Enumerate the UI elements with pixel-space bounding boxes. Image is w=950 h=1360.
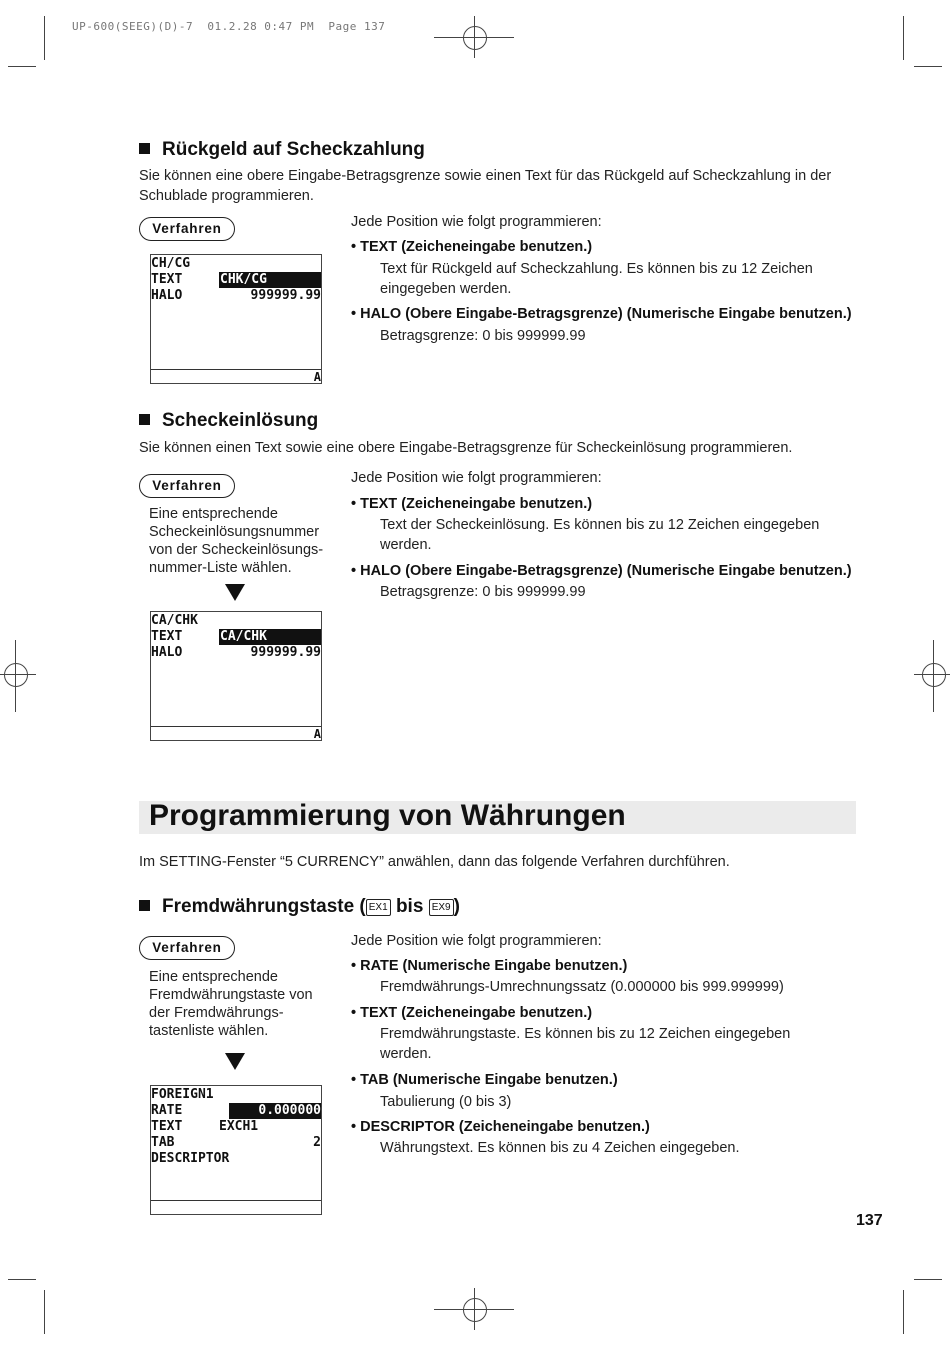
registration-mark-line: [914, 674, 950, 675]
item-description: Tabulierung (0 bis 3): [380, 1094, 512, 1110]
lcd-label: HALO: [151, 288, 183, 303]
lcd-mode-indicator: A: [313, 727, 321, 741]
lcd-mode-indicator: A: [313, 370, 321, 384]
lcd-value: 2: [313, 1135, 321, 1150]
lcd-divider: [151, 369, 321, 370]
item-description: Text der Scheckeinlösung. Es können bis zu 12 Zeichen eingegeben werden.: [380, 517, 820, 553]
crop-mark: [8, 66, 36, 67]
lcd-value-highlighted: CA/CHK: [219, 629, 321, 645]
lead-text: Jede Position wie folgt programmieren:: [351, 470, 602, 486]
item-title: • TEXT (Zeicheneingabe benutzen.): [351, 496, 593, 512]
lcd-value-highlighted: CHK/CG: [219, 272, 321, 288]
lcd-value: EXCH1: [219, 1119, 259, 1134]
registration-mark-line: [474, 1288, 475, 1330]
crop-mark: [44, 1290, 45, 1334]
lcd-label: TEXT: [151, 272, 183, 287]
ex1-key-icon: EX1: [366, 899, 391, 916]
registration-mark: [922, 663, 946, 687]
item-title: • TEXT (Zeicheneingabe benutzen.): [351, 1005, 593, 1021]
item-description: Text für Rückgeld auf Scheckzahlung. Es können bis zu 12 Zeichen eingegeben werden.: [380, 261, 813, 297]
section-intro: Sie können eine obere Eingabe-Betragsgrenze sowie einen Text für das Rückgeld auf Scheckzahlung in der Schublade programmieren.: [139, 168, 832, 204]
procedure-label: Verfahren: [139, 936, 235, 960]
crop-mark: [903, 1290, 904, 1334]
chapter-banner: [139, 801, 856, 834]
lcd-label: TEXT: [151, 629, 183, 644]
lcd-header: CA/CHK: [151, 613, 198, 628]
page-number: 137: [856, 1212, 883, 1229]
item-description: Fremdwährungs-Umrechnungssatz (0.000000 bis 999.999999): [380, 979, 784, 995]
item-description: Betragsgrenze: 0 bis 999999.99: [380, 328, 586, 344]
registration-mark: [4, 663, 28, 687]
section-intro: Sie können einen Text sowie eine obere Eingabe-Betragsgrenze für Scheckeinlösung programmieren.: [139, 440, 793, 456]
lcd-divider: [151, 1200, 321, 1201]
crop-mark: [8, 1279, 36, 1280]
registration-mark-line: [474, 16, 475, 58]
item-description: Betragsgrenze: 0 bis 999999.99: [380, 584, 586, 600]
lcd-value: 999999.99: [250, 288, 321, 303]
lcd-display: [150, 254, 322, 384]
down-arrow-icon: [225, 1053, 245, 1070]
crop-mark: [914, 1279, 942, 1280]
procedure-label: Verfahren: [139, 217, 235, 241]
crop-mark: [914, 66, 942, 67]
procedure-step: Eine entsprechende Fremdwährungstaste von der Fremdwährungs- tastenliste wählen.: [149, 969, 313, 1039]
lcd-label: TEXT: [151, 1119, 183, 1134]
lcd-value-highlighted: 0.000000: [229, 1103, 321, 1119]
lcd-header: CH/CG: [151, 256, 191, 271]
lcd-divider: [151, 726, 321, 727]
lcd-display: [150, 1085, 322, 1215]
print-header: UP-600(SEEG)(D)-7 01.2.28 0:47 PM Page 137: [72, 20, 386, 33]
square-bullet-icon: [139, 143, 150, 154]
registration-mark-line: [0, 674, 36, 675]
section-heading-fremdwaehrung: Fremdwährungstaste ( EX1 bis EX9 ): [139, 896, 460, 918]
chapter-title: Programmierung von Währungen: [149, 799, 626, 832]
lcd-display: [150, 611, 322, 741]
procedure-step: Eine entsprechende Scheckeinlösungsnummer von der Scheckeinlösungs- nummer-Liste wählen.: [149, 506, 324, 576]
item-title: • TAB (Numerische Eingabe benutzen.): [351, 1072, 618, 1088]
lcd-value: 999999.99: [250, 645, 321, 660]
registration-mark: [463, 26, 487, 50]
lcd-label: HALO: [151, 645, 183, 660]
registration-mark-line: [15, 640, 16, 712]
crop-mark: [44, 16, 45, 60]
registration-mark-line: [933, 640, 934, 712]
item-description: Währungstext. Es können bis zu 4 Zeichen eingegeben.: [380, 1140, 740, 1156]
item-title: • RATE (Numerische Eingabe benutzen.): [351, 958, 628, 974]
section-heading-rueckgeld: Rückgeld auf Scheckzahlung: [139, 139, 425, 161]
lead-text: Jede Position wie folgt programmieren:: [351, 214, 602, 230]
item-title: • DESCRIPTOR (Zeicheneingabe benutzen.): [351, 1119, 650, 1135]
lcd-label: TAB: [151, 1135, 175, 1150]
item-title: • HALO (Obere Eingabe-Betragsgrenze) (Numerische Eingabe benutzen.): [351, 563, 852, 579]
ex9-key-icon: EX9: [429, 899, 454, 916]
item-description: Fremdwährungstaste. Es können bis zu 12 Zeichen eingegeben werden.: [380, 1026, 791, 1062]
square-bullet-icon: [139, 414, 150, 425]
section-heading-scheckeinloesung: Scheckeinlösung: [139, 410, 318, 432]
lcd-label: RATE: [151, 1103, 183, 1118]
item-title: • TEXT (Zeicheneingabe benutzen.): [351, 239, 593, 255]
chapter-intro: Im SETTING-Fenster “5 CURRENCY” anwählen, dann das folgende Verfahren durchführen.: [139, 854, 730, 870]
down-arrow-icon: [225, 584, 245, 601]
lead-text: Jede Position wie folgt programmieren:: [351, 933, 602, 949]
registration-mark: [463, 1298, 487, 1322]
lcd-label: DESCRIPTOR: [151, 1151, 230, 1166]
crop-mark: [903, 16, 904, 60]
procedure-label: Verfahren: [139, 474, 235, 498]
square-bullet-icon: [139, 900, 150, 911]
item-title: • HALO (Obere Eingabe-Betragsgrenze) (Numerische Eingabe benutzen.): [351, 306, 852, 322]
lcd-header: FOREIGN1: [151, 1087, 214, 1102]
